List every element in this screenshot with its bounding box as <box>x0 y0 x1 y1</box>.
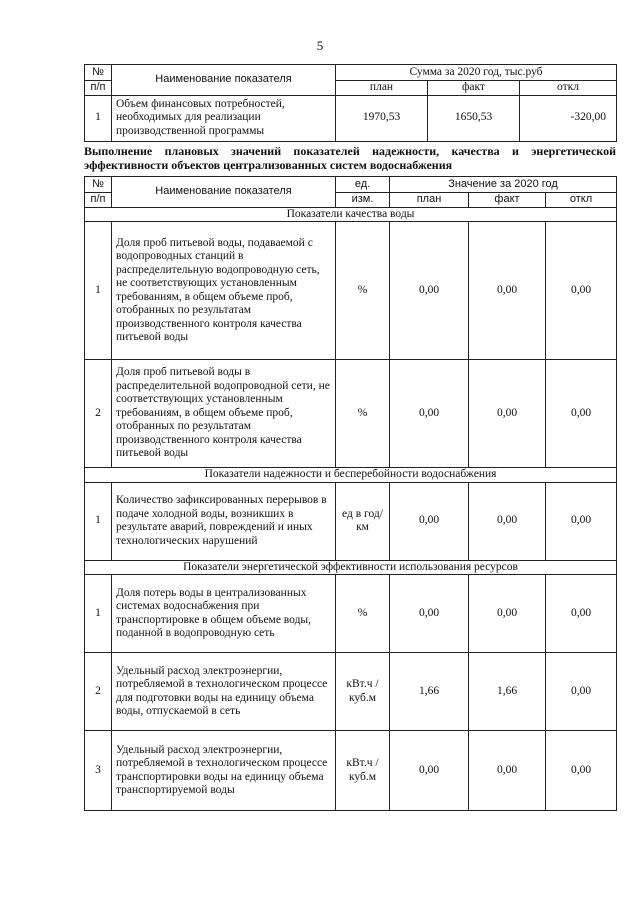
row-dev: 0,00 <box>546 222 617 360</box>
col-num-header-2: п/п <box>85 81 112 96</box>
row-dev: 0,00 <box>546 731 617 811</box>
row-num: 2 <box>85 360 112 468</box>
row-name: Количество зафиксированных перерывов в подаче холодной воды, возникших в результате аварий, повреждений и иных технологических нарушений <box>112 482 336 560</box>
col-num-header: № <box>85 65 112 81</box>
table-row <box>85 482 617 560</box>
row-dev: 0,00 <box>546 575 617 653</box>
row-num: 1 <box>85 575 112 653</box>
indicators-table <box>84 176 617 811</box>
col-name-header: Наименование показателя <box>112 177 336 208</box>
section-heading: Выполнение плановых значений показателей надежности, качества и энергетической эффективности объектов централизованных систем водоснабжения <box>84 144 616 172</box>
row-unit: % <box>336 575 390 653</box>
col-num-header-2: п/п <box>85 193 112 208</box>
row-unit: ед в год/ км <box>336 482 390 560</box>
row-unit: кВт.ч / куб.м <box>336 731 390 811</box>
row-fact: 1650,53 <box>428 95 520 141</box>
row-name: Удельный расход электроэнергии, потребляемой в технологическом процессе транспортировки воды на единицу объема транспортируемой воды <box>112 731 336 811</box>
col-fact-header: факт <box>469 193 546 208</box>
row-plan: 0,00 <box>390 731 469 811</box>
table-row <box>85 222 617 360</box>
table-row <box>85 731 617 811</box>
row-fact: 0,00 <box>469 222 546 360</box>
row-name: Доля проб питьевой воды в распределительной водопроводной сети, не соответствующих установленным требованиям, в общем объеме проб, отобранных по результатам производственного контроля качества питьевой воды <box>112 360 336 468</box>
col-value-header: Значение за 2020 год <box>390 177 617 193</box>
row-name: Удельный расход электроэнергии, потребляемой в технологическом процессе для подготовки воды на единицу объема воды, отпускаемой в сеть <box>112 653 336 731</box>
row-dev: -320,00 <box>520 95 617 141</box>
section-title-energy: Показатели энергетической эффективности использования ресурсов <box>85 560 617 575</box>
row-plan: 0,00 <box>390 222 469 360</box>
row-num: 1 <box>85 482 112 560</box>
row-name: Доля проб питьевой воды, подаваемой с водопроводных станций в распределительную водопроводную сеть, не соответствующих установленным требованиям, в общем объеме проб, отобранных по результатам производственного контроля качества питьевой воды <box>112 222 336 360</box>
row-num: 1 <box>85 95 112 141</box>
col-unit-header-2: изм. <box>336 193 390 208</box>
financial-table <box>84 64 617 142</box>
row-fact: 0,00 <box>469 575 546 653</box>
row-plan: 1970,53 <box>336 95 428 141</box>
row-plan: 0,00 <box>390 360 469 468</box>
row-name: Объем финансовых потребностей, необходимых для реализации производственной программы <box>112 95 336 141</box>
row-plan: 0,00 <box>390 575 469 653</box>
row-num: 2 <box>85 653 112 731</box>
row-dev: 0,00 <box>546 360 617 468</box>
row-fact: 0,00 <box>469 482 546 560</box>
col-plan-header: план <box>336 81 428 96</box>
table-row <box>85 95 617 141</box>
section-title-reliability: Показатели надежности и бесперебойности водоснабжения <box>85 468 617 483</box>
row-fact: 0,00 <box>469 360 546 468</box>
row-fact: 0,00 <box>469 731 546 811</box>
row-num: 3 <box>85 731 112 811</box>
row-plan: 1,66 <box>390 653 469 731</box>
col-unit-header: ед. <box>336 177 390 193</box>
table-row <box>85 575 617 653</box>
row-unit: % <box>336 222 390 360</box>
row-dev: 0,00 <box>546 653 617 731</box>
table-row <box>85 653 617 731</box>
col-name-header: Наименование показателя <box>112 65 336 96</box>
page-number: 5 <box>316 38 324 53</box>
row-unit: кВт.ч / куб.м <box>336 653 390 731</box>
row-unit: % <box>336 360 390 468</box>
col-sum-header: Сумма за 2020 год, тыс.руб <box>336 65 617 81</box>
row-num: 1 <box>85 222 112 360</box>
row-dev: 0,00 <box>546 482 617 560</box>
row-plan: 0,00 <box>390 482 469 560</box>
col-fact-header: факт <box>428 81 520 96</box>
row-fact: 1,66 <box>469 653 546 731</box>
col-dev-header: откл <box>520 81 617 96</box>
table-row <box>85 360 617 468</box>
col-num-header: № <box>85 177 112 193</box>
section-title-quality: Показатели качества воды <box>85 207 617 222</box>
col-plan-header: план <box>390 193 469 208</box>
row-name: Доля потерь воды в централизованных системах водоснабжения при транспортировке в общем объеме воды, поданной в водопроводную сеть <box>112 575 336 653</box>
col-dev-header: откл <box>546 193 617 208</box>
